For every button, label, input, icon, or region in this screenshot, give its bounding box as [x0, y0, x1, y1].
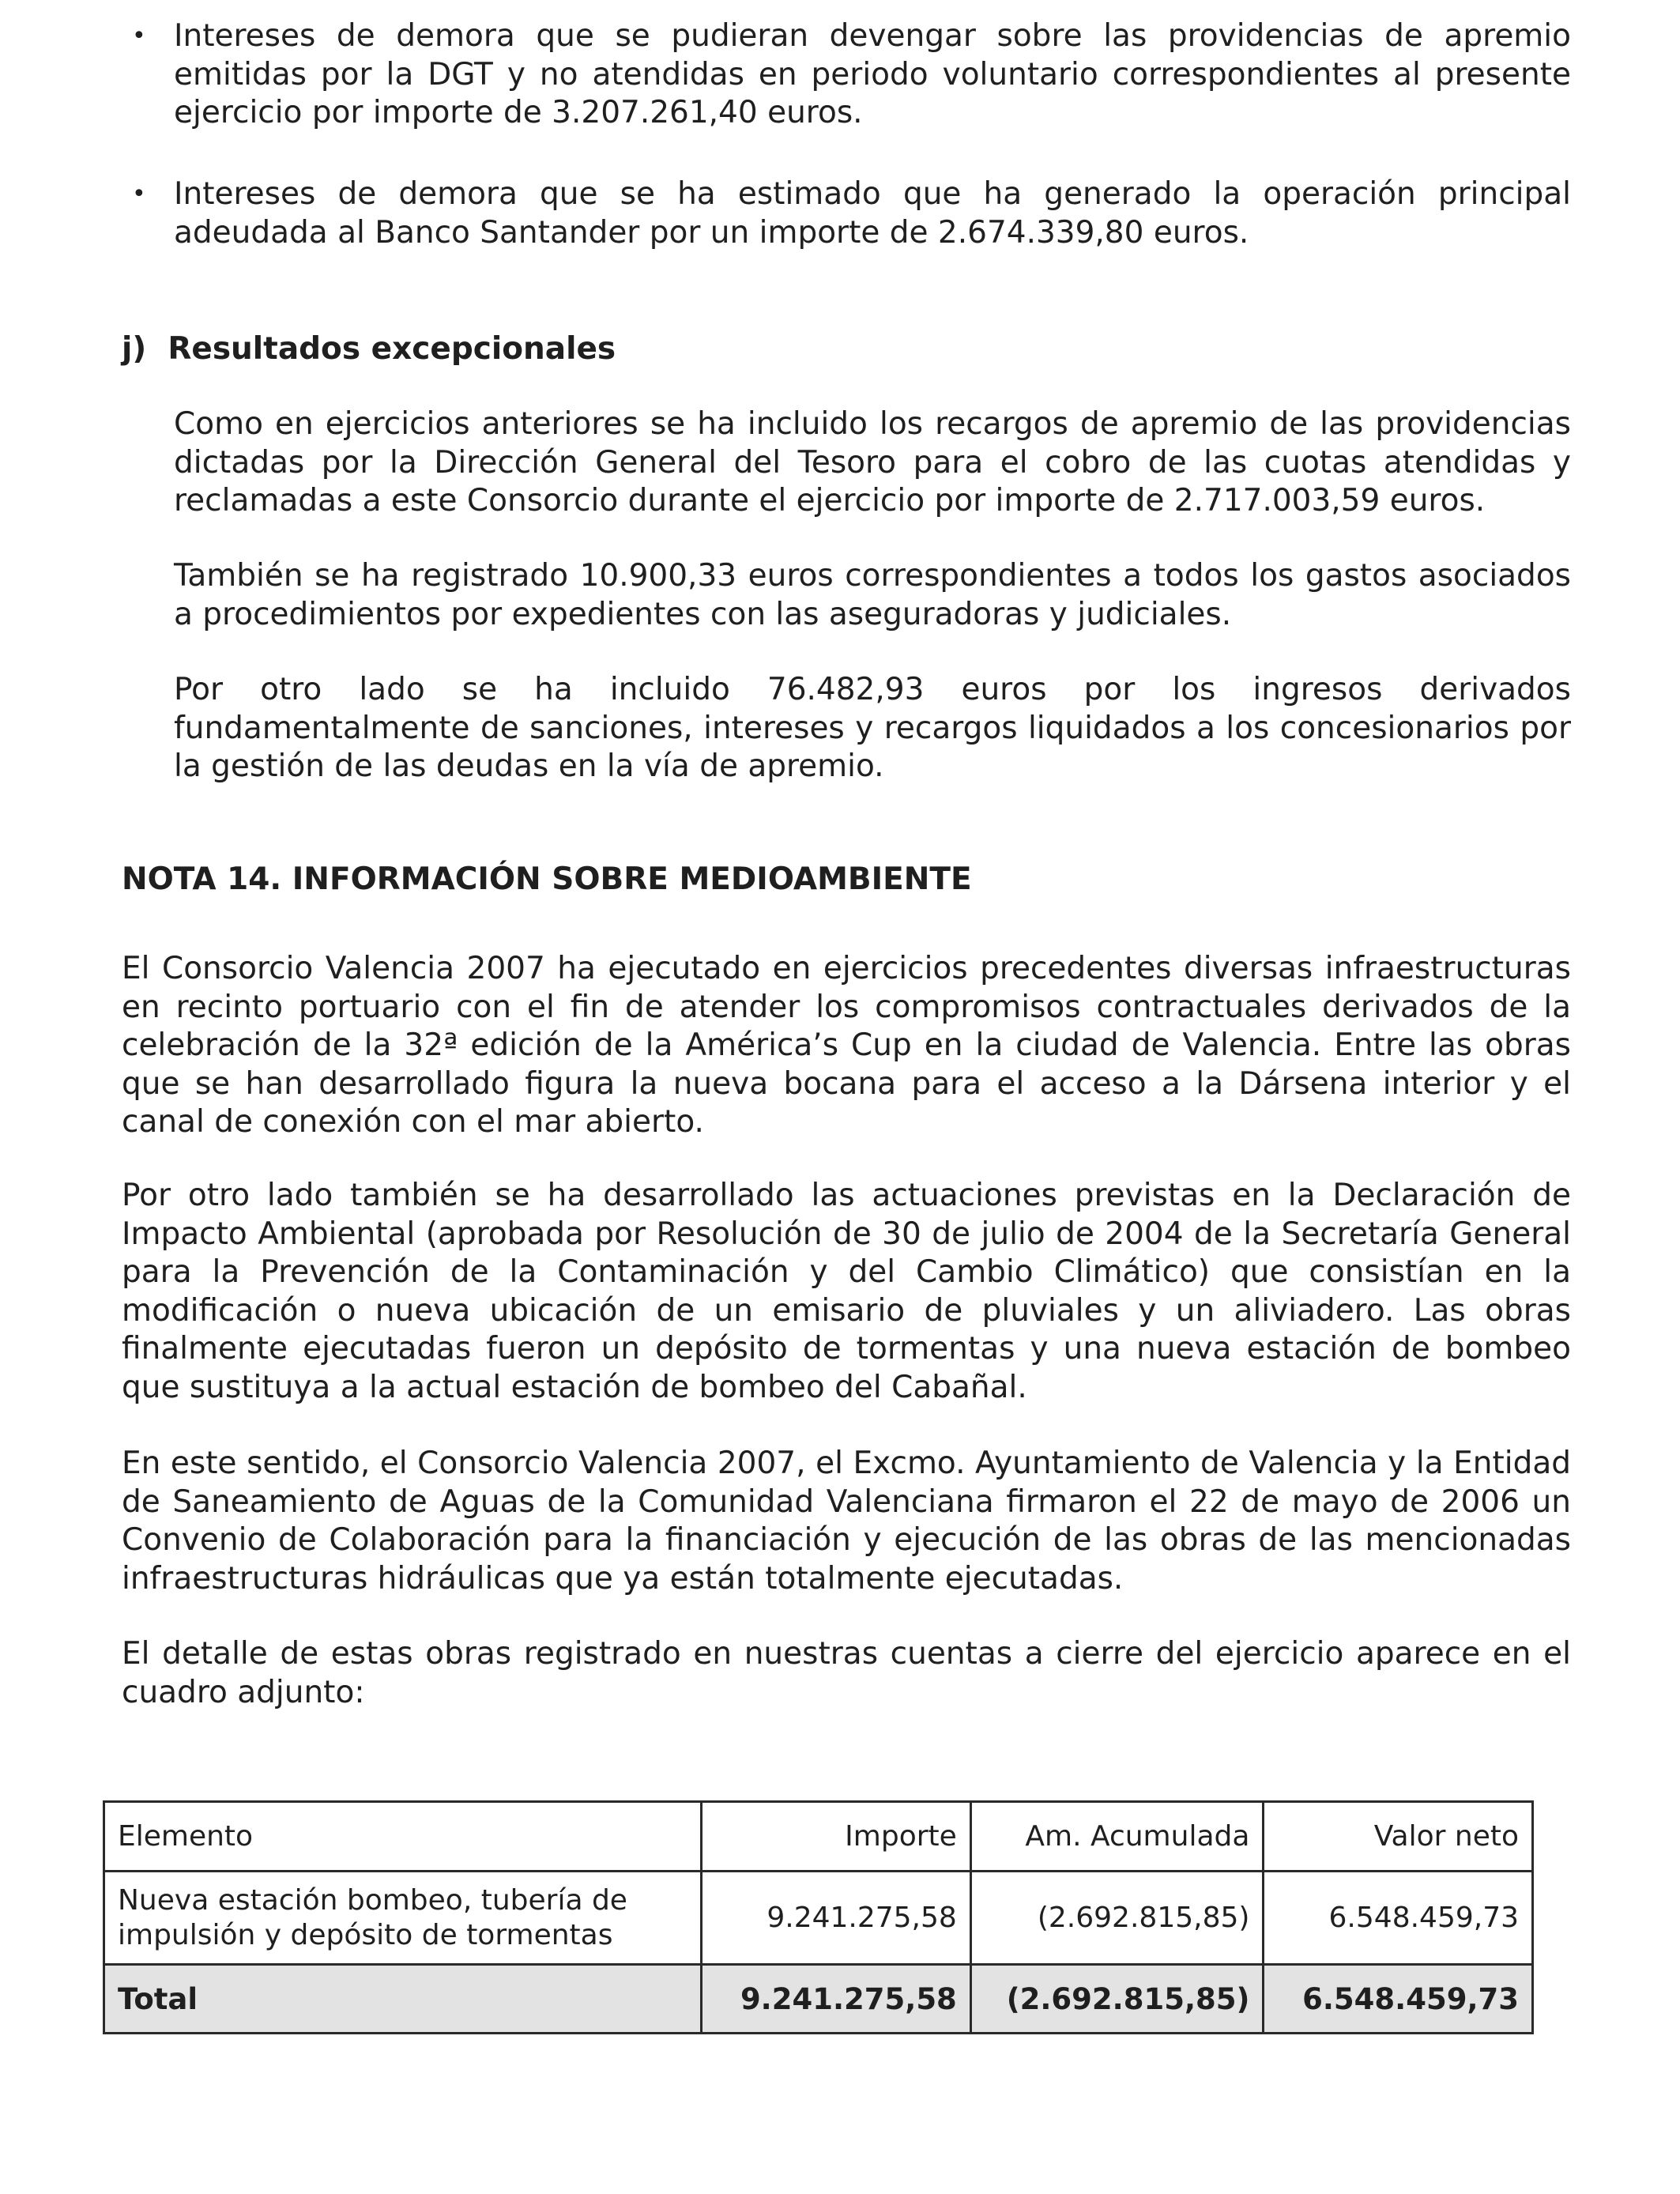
bullet-item — [132, 175, 1571, 252]
nota-14-paragraph: En este sentido, el Consorcio Valencia 2007, el Excmo. Ayuntamiento de Valencia y la Entidad de Saneamiento de Aguas de la Comunidad Valenciana firmaron el 22 de mayo de 2006 un Convenio de Colaboración para la financiación y ejecución de las obras de las mencionadas infraestructuras hidráulicas que ya están totalmente ejecutadas. — [122, 1446, 1571, 1596]
nota-14-heading: NOTA 14. INFORMACIÓN SOBRE MEDIOAMBIENTE — [122, 861, 972, 897]
elemento-line: Nueva estación bombeo, tubería de — [118, 1883, 627, 1917]
elemento-line: impulsión y depósito de tormentas — [118, 1918, 613, 1951]
table-cell-importe: 9.241.275,58 — [702, 1872, 971, 1965]
nota-14-paragraph: El Consorcio Valencia 2007 ha ejecutado en ejercicios precedentes diversas infraestructuras en recinto portuario con el fin de atender los compromisos contractuales derivados de la celebración de la 32ª edición de la América’s Cup en la ciudad de Valencia. Entre las obras que se han desarrollado figura la nueva bocana para el acceso a la Dársena interior y el canal de conexión con el mar abierto. — [122, 951, 1571, 1140]
section-j-paragraph: Por otro lado se ha incluido 76.482,93 euros por los ingresos derivados fundamentalmente de sanciones, intereses y recargos liquidados a los concesionarios por la gestión de las deudas en la vía de apremio. — [174, 672, 1571, 784]
table-header-row — [104, 1802, 1533, 1872]
table-cell-amortizacion: (2.692.815,85) — [970, 1872, 1264, 1965]
table-total-row — [104, 1965, 1533, 2034]
bullet-text: Intereses de demora que se ha estimado que ha generado la operación principal adeudada al Banco Santander por un importe de 2.674.339,80 euros. — [174, 176, 1571, 251]
table-total-amortizacion: (2.692.815,85) — [970, 1965, 1264, 2034]
table-cell-elemento — [104, 1872, 702, 1965]
bullet-symbol: • — [132, 180, 146, 208]
table-total-importe: 9.241.275,58 — [702, 1965, 971, 2034]
table-header-cell: Elemento — [104, 1802, 702, 1872]
table-header-cell: Importe — [702, 1802, 971, 1872]
table-header-cell: Am. Acumulada — [970, 1802, 1264, 1872]
bullet-item — [132, 17, 1571, 133]
table-header-cell: Valor neto — [1264, 1802, 1533, 1872]
infrastructure-table — [103, 1800, 1534, 2034]
table-row — [104, 1872, 1533, 1965]
section-j-heading: j) Resultados excepcionales — [122, 331, 616, 367]
nota-14-paragraph: El detalle de estas obras registrado en nuestras cuentas a cierre del ejercicio aparece en el cuadro adjunto: — [122, 1636, 1571, 1710]
table-cell-valor-neto: 6.548.459,73 — [1264, 1872, 1533, 1965]
section-j-paragraph: También se ha registrado 10.900,33 euros correspondientes a todos los gastos asociados a procedimientos por expedientes con las aseguradoras y judiciales. — [174, 558, 1571, 632]
bullet-symbol: • — [132, 22, 146, 50]
table-total-label: Total — [104, 1965, 702, 2034]
table-total-valor-neto: 6.548.459,73 — [1264, 1965, 1533, 2034]
section-j-paragraph: Como en ejercicios anteriores se ha incluido los recargos de apremio de las providencias dictadas por la Dirección General del Tesoro para el cobro de las cuotas atendidas y reclamadas a este Consorcio durante el ejercicio por importe de 2.717.003,59 euros. — [174, 406, 1571, 518]
nota-14-paragraph: Por otro lado también se ha desarrollado las actuaciones previstas en la Declaración de Impacto Ambiental (aprobada por Resolución de 30 de julio de 2004 de la Secretaría General para la Prevención de la Contaminación y del Cambio Climático) que consistían en la modificación o nueva ubicación de un emisario de pluviales y un aliviadero. Las obras finalmente ejecutadas fueron un depósito de tormentas y una nueva estación de bombeo que sustituya a la actual estación de bombeo del Cabañal. — [122, 1178, 1571, 1405]
bullet-text: Intereses de demora que se pudieran devengar sobre las providencias de apremio emitidas por la DGT y no atendidas en periodo voluntario correspondientes al presente ejercicio por importe de 3.207.261,40 euros. — [174, 18, 1571, 130]
